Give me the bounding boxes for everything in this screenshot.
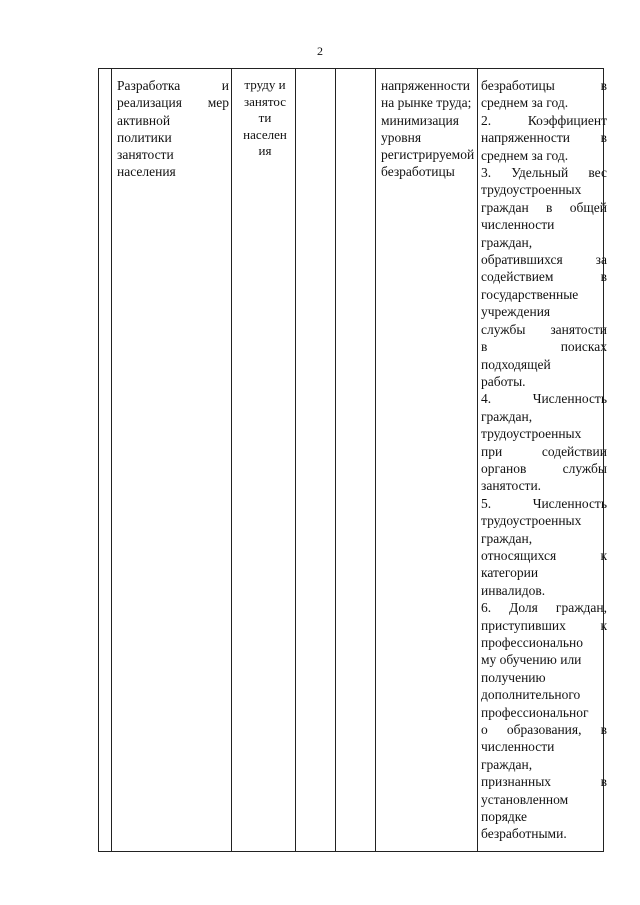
responsible-line: ти — [258, 110, 272, 125]
indicator-line — [481, 181, 607, 198]
text-word: 6. — [481, 600, 492, 616]
text-word: приступивших — [481, 617, 566, 633]
text-word: относящихся — [481, 547, 557, 563]
column-divider — [335, 69, 336, 851]
text-word: мер — [207, 95, 229, 111]
responsible-line: ия — [258, 143, 272, 158]
indicator-line — [481, 356, 607, 373]
text-word: общей — [569, 199, 607, 215]
text-word: подходящей — [481, 356, 551, 372]
text-word: Удельный — [511, 165, 569, 181]
indicator-line — [481, 808, 607, 825]
indicator-line — [481, 564, 607, 581]
responsible-cell — [235, 77, 295, 160]
text-word: вес — [588, 165, 607, 181]
text-word: за — [595, 252, 607, 268]
indicator-line — [481, 791, 607, 808]
text-word: государственные — [481, 286, 579, 302]
text-word: безработными. — [481, 826, 567, 842]
responsible-line: занятос — [244, 93, 286, 109]
column-divider — [111, 69, 112, 851]
text-word: службы — [562, 460, 607, 476]
text-word: 4. — [481, 391, 492, 407]
text-word: граждан — [481, 199, 529, 215]
indicator-line — [481, 268, 607, 285]
text-word: среднем за год. — [481, 95, 569, 111]
text-word: содействием — [481, 269, 554, 285]
indicator-line — [481, 147, 607, 164]
indicator-line — [481, 286, 607, 303]
text-word: учреждения — [481, 304, 551, 320]
text-word: признанных — [481, 774, 552, 790]
indicator-line — [481, 443, 607, 460]
goal-line: регистрируемой — [381, 147, 475, 163]
indicator-line — [481, 216, 607, 233]
text-word: Численность — [532, 391, 607, 407]
text-word: Коэффициент — [527, 112, 607, 128]
program-title-line — [117, 129, 229, 146]
text-word: Доля — [509, 600, 538, 616]
text-word: 3. — [481, 165, 492, 181]
indicator-line — [481, 756, 607, 773]
program-title-line — [117, 163, 229, 180]
indicator-line — [481, 303, 607, 320]
responsible-line: населен — [243, 126, 287, 142]
indicator-line — [481, 321, 607, 338]
text-word: Численность — [532, 495, 607, 511]
text-word: занятости. — [481, 478, 542, 494]
text-word: установленном — [481, 791, 569, 807]
text-word: Разработка — [117, 78, 181, 93]
program-title-cell — [117, 77, 229, 181]
text-word: службы — [481, 321, 526, 337]
text-word: инвалидов. — [481, 582, 546, 598]
program-title-line — [117, 77, 229, 94]
text-word: численности — [481, 217, 555, 233]
text-word: в — [600, 722, 607, 738]
text-word: в — [600, 130, 607, 146]
program-title-line — [117, 146, 229, 163]
indicator-line — [481, 634, 607, 651]
text-word: граждан, — [481, 234, 533, 250]
goal-line: минимизация — [381, 112, 459, 128]
indicator-line — [481, 530, 607, 547]
text-word: порядке — [481, 809, 528, 825]
text-word: 5. — [481, 495, 492, 511]
indicator-line — [481, 408, 607, 425]
goal-line: напряженности — [381, 78, 471, 93]
indicator-line — [481, 460, 607, 477]
text-word: напряженности — [481, 130, 571, 146]
goal-line: безработицы — [381, 164, 455, 180]
text-word: профессионально — [481, 635, 583, 650]
text-word: в — [546, 199, 553, 215]
text-word: численности — [481, 739, 555, 755]
text-word: граждан, — [481, 530, 533, 546]
column-divider — [295, 69, 296, 851]
text-word: трудоустроенных — [481, 513, 582, 529]
indicator-line — [481, 773, 607, 790]
program-title-line — [117, 112, 229, 129]
text-word: в — [600, 269, 607, 285]
indicator-line — [481, 199, 607, 216]
text-word: безработицы — [481, 78, 555, 93]
indicator-line — [481, 234, 607, 251]
text-word: образования, — [506, 722, 582, 738]
text-word: в — [600, 774, 607, 790]
text-word: населения — [117, 164, 176, 180]
indicator-line — [481, 129, 607, 146]
text-word: работы. — [481, 373, 526, 389]
text-word: поисках — [560, 339, 607, 355]
text-word: политики — [117, 129, 172, 145]
indicator-line — [481, 338, 607, 355]
indicator-line — [481, 599, 607, 616]
indicator-line — [481, 686, 607, 703]
program-title-line — [117, 94, 229, 111]
indicator-line — [481, 704, 607, 721]
text-word: к — [600, 547, 607, 563]
indicator-line — [481, 512, 607, 529]
indicator-line — [481, 669, 607, 686]
column-divider — [231, 69, 232, 851]
text-word: дополнительного — [481, 687, 581, 703]
text-word: занятости — [550, 321, 607, 337]
responsible-line: труду и — [244, 77, 286, 92]
page-number: 2 — [317, 44, 323, 58]
indicator-line — [481, 582, 607, 599]
text-word: 2. — [481, 112, 492, 128]
goal-line: уровня — [381, 129, 422, 145]
text-word: активной — [117, 112, 171, 128]
indicator-line — [481, 825, 607, 842]
indicator-line — [481, 251, 607, 268]
indicator-line — [481, 112, 607, 129]
text-word: реализация — [117, 95, 182, 111]
indicator-line — [481, 495, 607, 512]
text-word: получению — [481, 669, 546, 685]
indicator-line — [481, 651, 607, 668]
text-word: среднем за год. — [481, 147, 569, 163]
indicators-cell — [481, 77, 607, 843]
indicator-line — [481, 373, 607, 390]
text-word: в — [481, 339, 488, 355]
text-word: в — [600, 78, 607, 93]
text-word: граждан, — [481, 756, 533, 772]
text-word: обратившихся — [481, 252, 563, 268]
text-word: трудоустроенных — [481, 182, 582, 198]
text-word: к — [600, 617, 607, 633]
indicator-line — [481, 77, 607, 94]
text-word: о — [481, 722, 488, 738]
text-word: при — [481, 443, 503, 459]
text-word: и — [221, 78, 229, 93]
indicator-line — [481, 477, 607, 494]
indicator-line — [481, 617, 607, 634]
goal-line: на рынке труда; — [381, 95, 472, 111]
indicator-line — [481, 390, 607, 407]
indicator-line — [481, 547, 607, 564]
text-word: граждан, — [481, 408, 533, 424]
text-word: содействии — [541, 443, 607, 459]
indicator-line — [481, 164, 607, 181]
column-divider — [375, 69, 376, 851]
text-word: занятости — [117, 147, 174, 163]
text-word: категории — [481, 565, 539, 581]
indicator-line — [481, 721, 607, 738]
program-table — [98, 68, 607, 852]
text-word: му обучению или — [481, 652, 582, 668]
goal-cell — [381, 77, 486, 181]
column-divider — [477, 69, 478, 851]
text-word: профессиональног — [481, 704, 589, 720]
text-word: трудоустроенных — [481, 426, 582, 442]
indicator-line — [481, 425, 607, 442]
indicator-line — [481, 738, 607, 755]
text-word: органов — [481, 460, 527, 476]
indicator-line — [481, 94, 607, 111]
text-word: граждан, — [555, 600, 607, 616]
